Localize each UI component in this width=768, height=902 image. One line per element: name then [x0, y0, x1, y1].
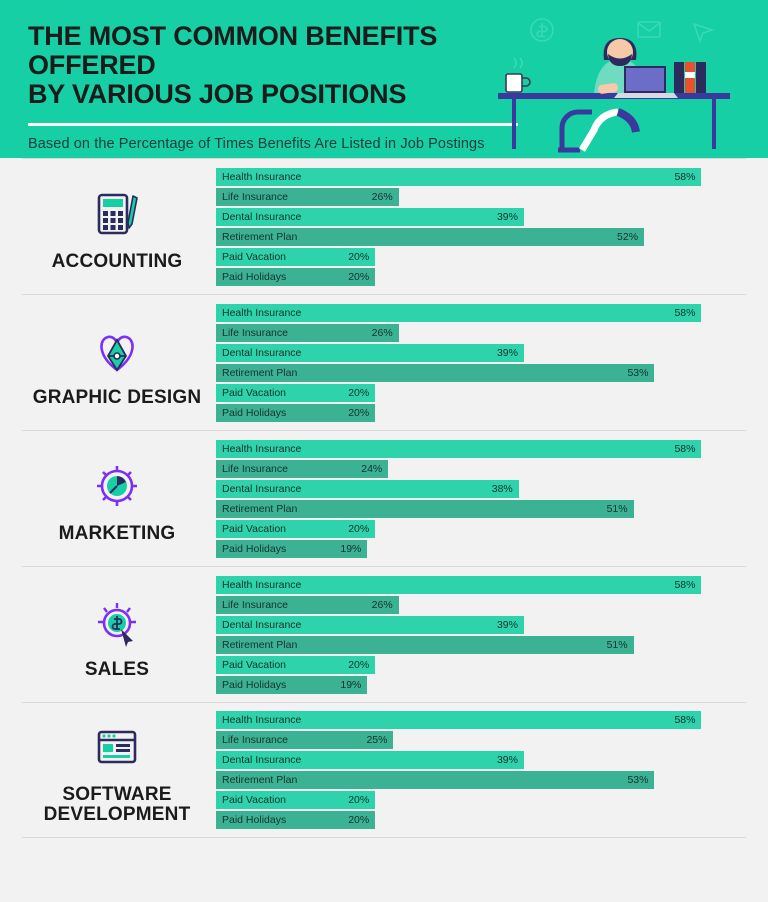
bar-label: Dental Insurance: [222, 346, 302, 359]
bar-value: 39%: [496, 754, 518, 766]
page-title: [28, 22, 548, 109]
chart-row: [22, 158, 746, 294]
bar-value: 19%: [340, 542, 362, 555]
bar-item: [216, 500, 738, 518]
chart-row: [22, 702, 746, 838]
bar-label: Retirement Plan: [222, 502, 298, 515]
header: [0, 0, 768, 158]
category-label: SALES: [84, 658, 150, 680]
bar-value: 53%: [627, 366, 649, 379]
bar-item: [216, 324, 738, 342]
category-marketing: [22, 431, 212, 566]
bar-item: [216, 344, 738, 362]
bar-label: Paid Vacation: [222, 522, 287, 535]
bar-group: [212, 567, 746, 702]
title-line-1: THE MOST COMMON BENEFITS OFFERED: [28, 21, 438, 81]
bar-value: 26%: [371, 598, 393, 611]
browser-window-icon: [90, 719, 144, 775]
bar-label: Paid Vacation: [222, 658, 287, 671]
bar-label: Health Insurance: [222, 170, 302, 183]
bar-label: Paid Vacation: [222, 794, 287, 806]
bar-label: Dental Insurance: [222, 618, 302, 631]
bar-value: 39%: [496, 346, 518, 359]
bar-label: Paid Vacation: [222, 386, 287, 399]
coffee-cup-icon: [506, 74, 530, 92]
bar-value: 20%: [348, 406, 370, 419]
bar-item: [216, 540, 738, 558]
bar-label: Dental Insurance: [222, 210, 302, 223]
bar-label: Paid Holidays: [222, 678, 287, 691]
bar-label: Retirement Plan: [222, 230, 298, 243]
bar-label: Life Insurance: [222, 190, 288, 203]
bar-label: Retirement Plan: [222, 774, 298, 786]
bar-group: [212, 159, 746, 294]
bar-label: Health Insurance: [222, 306, 302, 319]
bar-group: [212, 431, 746, 566]
bar-item: [216, 480, 738, 498]
bar-item: [216, 460, 738, 478]
bar-group: [212, 703, 746, 837]
bar-label: Dental Insurance: [222, 754, 302, 766]
bar-label: Health Insurance: [222, 442, 302, 455]
bar-value: 53%: [627, 774, 649, 786]
category-label: GRAPHIC DESIGN: [32, 386, 202, 408]
bar-value: 25%: [366, 734, 388, 746]
bar-value: 20%: [348, 522, 370, 535]
bar-value: 58%: [674, 578, 696, 591]
bar-value: 58%: [674, 442, 696, 455]
category-label: MARKETING: [58, 522, 176, 544]
category-software-development: [22, 703, 212, 837]
bar-value: 39%: [496, 210, 518, 223]
bar-value: 20%: [348, 386, 370, 399]
bar-label: Dental Insurance: [222, 482, 302, 495]
bar-item: [216, 168, 738, 186]
category-graphic-design: [22, 295, 212, 430]
bar-label: Paid Holidays: [222, 814, 287, 826]
gear-chart-icon: [90, 458, 144, 514]
bar-item: [216, 656, 738, 674]
bar-item: [216, 751, 738, 769]
bar-item: [216, 440, 738, 458]
calculator-icon: [90, 186, 144, 242]
bar-label: Life Insurance: [222, 326, 288, 339]
bar-value: 58%: [674, 170, 696, 183]
bar-item: [216, 364, 738, 382]
bar-value: 19%: [340, 678, 362, 691]
category-sales: [22, 567, 212, 702]
category-label: ACCOUNTING: [51, 250, 183, 272]
bar-label: Paid Holidays: [222, 270, 287, 283]
bar-value: 38%: [491, 482, 513, 495]
bar-item: [216, 676, 738, 694]
bar-item: [216, 248, 738, 266]
bar-item: [216, 228, 738, 246]
desk-worker-illustration: [498, 0, 768, 158]
bar-item: [216, 616, 738, 634]
bar-item: [216, 384, 738, 402]
bar-value: 52%: [617, 230, 639, 243]
bar-label: Retirement Plan: [222, 638, 298, 651]
bar-item: [216, 304, 738, 322]
pen-heart-icon: [90, 322, 144, 378]
bar-label: Retirement Plan: [222, 366, 298, 379]
bar-value: 26%: [371, 326, 393, 339]
title-line-2: BY VARIOUS JOB POSITIONS: [28, 79, 407, 110]
bar-label: Paid Holidays: [222, 542, 287, 555]
category-accounting: [22, 159, 212, 294]
bar-value: 24%: [361, 462, 383, 475]
title-divider: [28, 123, 518, 126]
bar-label: Life Insurance: [222, 462, 288, 475]
bar-value: 20%: [348, 658, 370, 671]
bar-label: Paid Vacation: [222, 250, 287, 263]
chart-row: [22, 294, 746, 430]
bar-group: [212, 295, 746, 430]
bar-item: [216, 520, 738, 538]
bar-label: Life Insurance: [222, 734, 288, 746]
bar-value: 26%: [371, 190, 393, 203]
bar-value: 20%: [348, 270, 370, 283]
chart-row: [22, 430, 746, 566]
bar-value: 20%: [348, 794, 370, 806]
bar-item: [216, 596, 738, 614]
bar-value: 51%: [606, 502, 628, 515]
bar-item: [216, 404, 738, 422]
bar-item: [216, 208, 738, 226]
bar-value: 51%: [606, 638, 628, 651]
bar-item: [216, 576, 738, 594]
bar-value: 20%: [348, 250, 370, 263]
bar-item: [216, 791, 738, 809]
chart-row: [22, 566, 746, 702]
bar-value: 58%: [674, 306, 696, 319]
bar-label: Paid Holidays: [222, 406, 287, 419]
bar-label: Health Insurance: [222, 714, 302, 726]
bar-label: Life Insurance: [222, 598, 288, 611]
bar-item: [216, 268, 738, 286]
bar-item: [216, 771, 738, 789]
bar-label: Health Insurance: [222, 578, 302, 591]
bar-item: [216, 188, 738, 206]
page-subtitle: Based on the Percentage of Times Benefits Are Listed in Job Postings: [28, 136, 485, 153]
bar-value: 58%: [674, 714, 696, 726]
bar-item: [216, 711, 738, 729]
bar-item: [216, 636, 738, 654]
chart-rows: [0, 158, 768, 838]
bar-item: [216, 731, 738, 749]
dollar-cursor-icon: [90, 594, 144, 650]
bar-value: 20%: [348, 814, 370, 826]
category-label: SOFTWARE DEVELOPMENT: [43, 784, 191, 825]
bar-item: [216, 811, 738, 829]
bar-value: 39%: [496, 618, 518, 631]
